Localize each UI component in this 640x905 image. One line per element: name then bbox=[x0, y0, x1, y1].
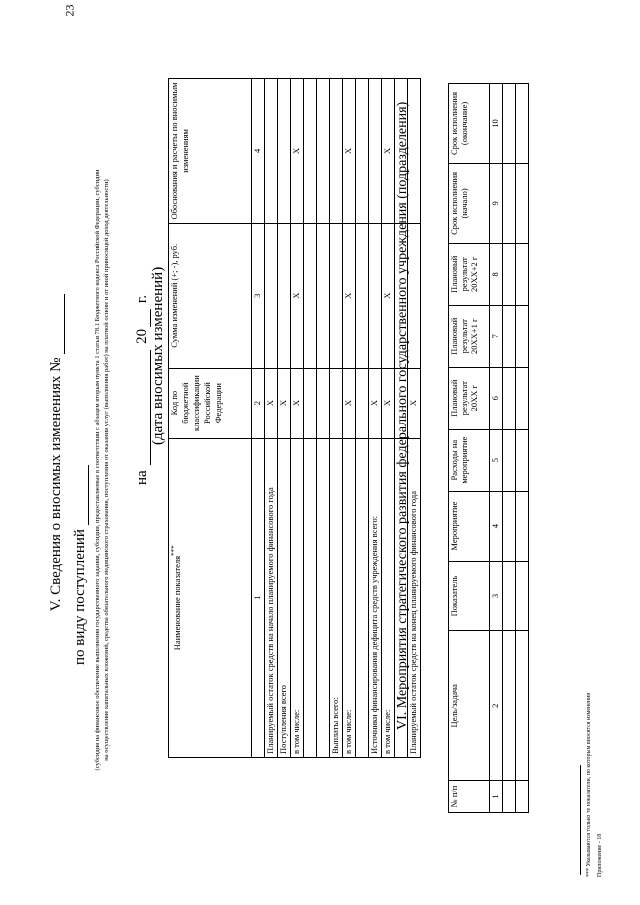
table-row: Планируемый остаток средств на начало планируемого финансового года X bbox=[265, 79, 278, 758]
header-result-y1: Плановый результат 20XX+1 г bbox=[449, 305, 490, 367]
header-indicator-name: Наименование показателя*** bbox=[169, 438, 252, 757]
section-v-subtitle: по виду поступлений bbox=[72, 465, 89, 665]
table-row: в том числе: X X X bbox=[382, 79, 395, 758]
subsidy-note: (субсидия на финансовое обеспечение выполнения государственного задания, субсидии, предоставляемые в соответствии с абзацем вторым пункта 1 статьи 78.1 Бюджетного кодекса Российской Федерации, субсидии на осуществление капитальных вложений, средства обязательного медицинского страхования, поступления от оказания услуг (выполнения работ) на платной основе и от иной приносящей доход деятельности) bbox=[94, 169, 110, 771]
table-row bbox=[317, 79, 330, 758]
header-result-y2: Плановый результат 20XX+2 г bbox=[449, 243, 490, 305]
column-number: 2 bbox=[252, 368, 265, 438]
table-row: в том числе: X X X bbox=[291, 79, 304, 758]
column-number-row: 1 2 3 4 5 6 7 8 9 10 bbox=[490, 84, 503, 813]
changes-table bbox=[168, 78, 421, 758]
table-row: Источники финансирования дефицита средств учреждения всего: X bbox=[369, 79, 382, 758]
page-number: 23 bbox=[62, 4, 77, 17]
header-expenses: Расходы на мероприятие bbox=[449, 429, 490, 491]
header-justification: Обоснования и расчеты по вносимым изменениям bbox=[169, 79, 252, 224]
appendix-label: Приложение - 18 bbox=[597, 833, 603, 877]
header-start-date: Срок исполнения (начало) bbox=[449, 163, 490, 243]
footnote: *** Указываются только те показатели, по которым вносятся изменения bbox=[586, 692, 592, 877]
header-goal: Цель/задача bbox=[449, 631, 490, 781]
table-row bbox=[304, 79, 317, 758]
table-row bbox=[516, 84, 529, 813]
header-end-date: Срок исполнения (окончание) bbox=[449, 84, 490, 164]
section-vi-title: VI. Мероприятия стратегического развития федерального государственного учреждения (подразделения) bbox=[395, 101, 410, 730]
header-measure: Мероприятие bbox=[449, 491, 490, 561]
table-row: Выплаты всего: bbox=[330, 79, 343, 758]
strategic-measures-table bbox=[448, 83, 529, 813]
header-budget-code: Код по бюджетной классификации Российской Федерации bbox=[169, 368, 252, 438]
column-number: 3 bbox=[252, 223, 265, 368]
table-row: Поступления всего X bbox=[278, 79, 291, 758]
date-caption: (дата вносимых изменений) bbox=[150, 266, 166, 445]
header-indicator: Показатель bbox=[449, 561, 490, 631]
section-v-title: V. Сведения о вносимых изменениях № bbox=[48, 0, 65, 905]
header-index: № п/п bbox=[449, 781, 490, 813]
column-number: 4 bbox=[252, 79, 265, 224]
column-number: 1 bbox=[252, 438, 265, 757]
header-change-sum: Сумма изменений (+; -), руб. bbox=[169, 223, 252, 368]
table-row bbox=[503, 84, 516, 813]
date-line: на 20 г. bbox=[134, 294, 150, 485]
table-row: Планируемый остаток средств на конец планируемого финансового года X bbox=[408, 79, 421, 758]
table-row: в том числе: X X X bbox=[343, 79, 356, 758]
footnote-divider bbox=[580, 765, 581, 875]
header-result-y0: Плановый результат 20XX г bbox=[449, 367, 490, 429]
table-row bbox=[356, 79, 369, 758]
